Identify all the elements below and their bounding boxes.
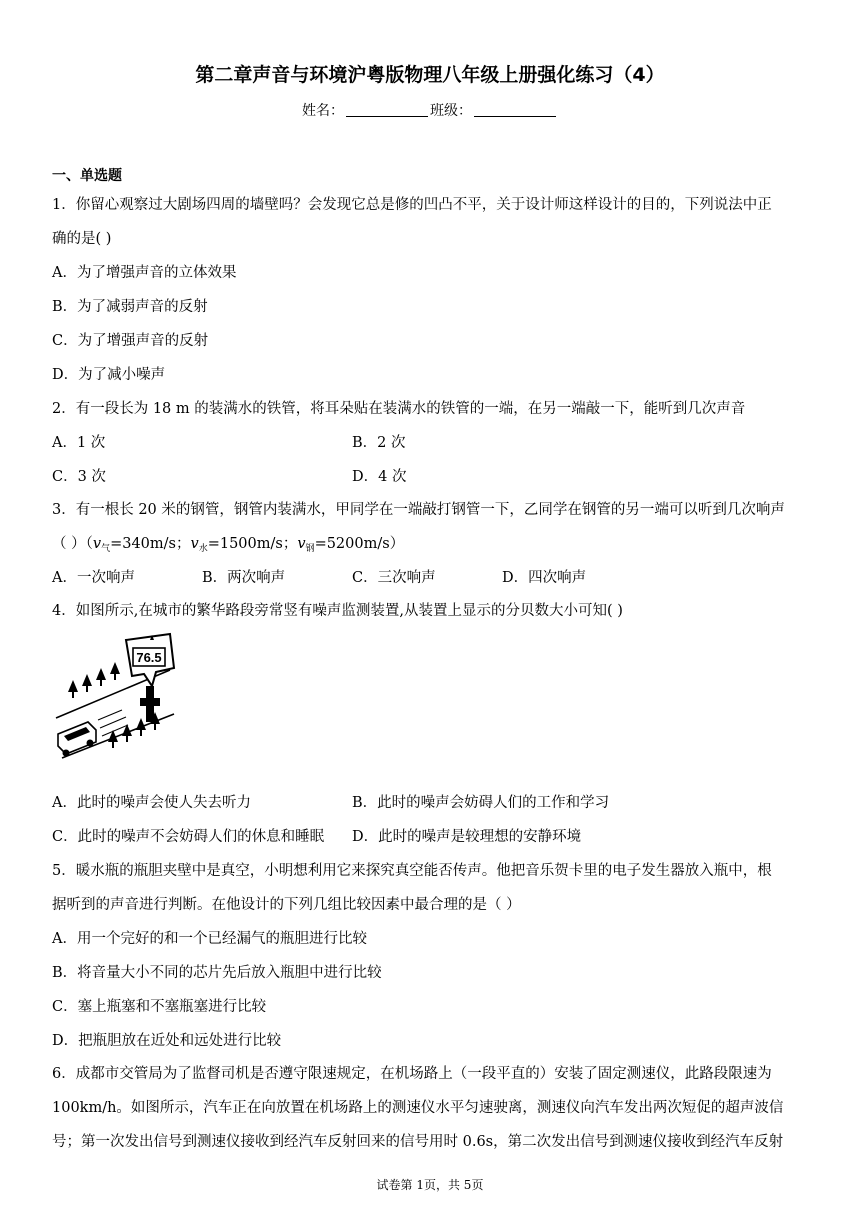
q3-v-water: v [190, 536, 199, 552]
q3-option-a: A．一次响声 [52, 570, 135, 586]
q2-option-b: B．2 次 [352, 435, 406, 451]
q1-option-c: C．为了增强声音的反射 [52, 333, 209, 349]
page-title: 第二章声音与环境沪粤版物理八年级上册强化练习（4） [195, 64, 665, 86]
class-blank[interactable] [474, 102, 556, 117]
q5-option-c: C．塞上瓶塞和不塞瓶塞进行比较 [52, 999, 267, 1015]
q5-stem-line2: 据听到的声音进行判断。在他设计的下列几组比较因素中最合理的是（ ） [52, 897, 521, 913]
q5-option-b: B．将音量大小不同的芯片先后放入瓶胆中进行比较 [52, 965, 382, 981]
name-class-bar [0, 100, 860, 120]
q3-stem-line1: 3．有一根长 20 米的钢管，钢管内装满水，甲同学在一端敲打钢管一下，乙同学在钢管的另一端可以听到几次响声 [52, 502, 785, 518]
decibel-display: 76.5 [136, 650, 162, 665]
q3-option-d: D．四次响声 [502, 570, 587, 586]
section-heading: 一、单选题 [52, 168, 122, 184]
q6-line2: 100km/h。如图所示，汽车正在向放置在机场路上的测速仪水平匀速驶离，测速仪向汽车发出两次短促的超声波信 [52, 1100, 784, 1116]
q3-option-b: B．两次响声 [202, 570, 286, 586]
q3-stem-line2 [52, 534, 404, 559]
q2-stem: 2．有一段长为 18 m 的装满水的铁管，将耳朵贴在装满水的铁管的一端，在另一端敲一下，能听到几次声音 [52, 401, 746, 417]
q3-v-steel: v [297, 536, 306, 552]
q2-option-d: D．4 次 [352, 469, 407, 485]
noise-monitor-figure [52, 632, 180, 772]
q2-option-a: A．1 次 [52, 435, 106, 451]
name-label: 姓名： [302, 103, 344, 119]
q5-stem-line1: 5．暖水瓶的瓶胆夹壁中是真空，小明想利用它来探究真空能否传声。他把音乐贺卡里的电子发生器放入瓶中，根 [52, 863, 772, 879]
tree-icon [68, 662, 120, 698]
q6-line3: 号；第一次发出信号到测速仪接收到经汽车反射回来的信号用时 0.6s，第二次发出信号到测速仪接收到经汽车反射 [52, 1134, 784, 1150]
name-blank[interactable] [346, 102, 428, 117]
q5-option-d: D．把瓶胆放在近处和远处进行比较 [52, 1033, 282, 1049]
q4-option-d: D．此时的噪声是较理想的安静环境 [352, 829, 582, 845]
q3-val-air: =340m/s； [110, 536, 191, 552]
q4-option-c: C．此时的噪声不会妨碍人们的休息和睡眠 [52, 829, 325, 845]
q5-option-a: A．用一个完好的和一个已经漏气的瓶胆进行比较 [52, 931, 367, 947]
q4-option-b: B．此时的噪声会妨碍人们的工作和学习 [352, 795, 610, 811]
q3-option-c: C．三次响声 [352, 570, 436, 586]
q1-option-d: D．为了减小噪声 [52, 367, 166, 383]
q1-stem-line2: 确的是( ) [52, 231, 112, 247]
q2-option-c: C．3 次 [52, 469, 106, 485]
q3-val-water: =1500m/s； [207, 536, 298, 552]
q1-stem-line1: 1．你留心观察过大剧场四周的墙壁吗？会发现它总是修的凹凸不平，关于设计师这样设计的目的，下列说法中正 [52, 197, 772, 213]
q3-paren: （ ）（ [52, 536, 93, 552]
q3-val-steel: =5200m/s） [314, 536, 405, 552]
q6-line1: 6．成都市交管局为了监督司机是否遵守限速规定，在机场路上（一段平直的）安装了固定测速仪，此路段限速为 [52, 1066, 772, 1082]
q3-v-air: v [92, 536, 102, 552]
q4-option-a: A．此时的噪声会使人失去听力 [52, 795, 251, 811]
q3-sub-water: 水 [198, 544, 208, 554]
q1-option-a: A．为了增强声音的立体效果 [52, 265, 237, 281]
q4-stem: 4．如图所示,在城市的繁华路段旁常竖有噪声监测装置,从装置上显示的分贝数大小可知( ) [52, 603, 623, 619]
q3-sub-steel: 钢 [305, 544, 315, 554]
page-footer: 试卷第 1页，共 5页 [376, 1178, 484, 1192]
class-label: 班级： [430, 103, 472, 119]
q1-option-b: B．为了减弱声音的反射 [52, 299, 208, 315]
q3-sub-air: 气 [101, 544, 111, 554]
